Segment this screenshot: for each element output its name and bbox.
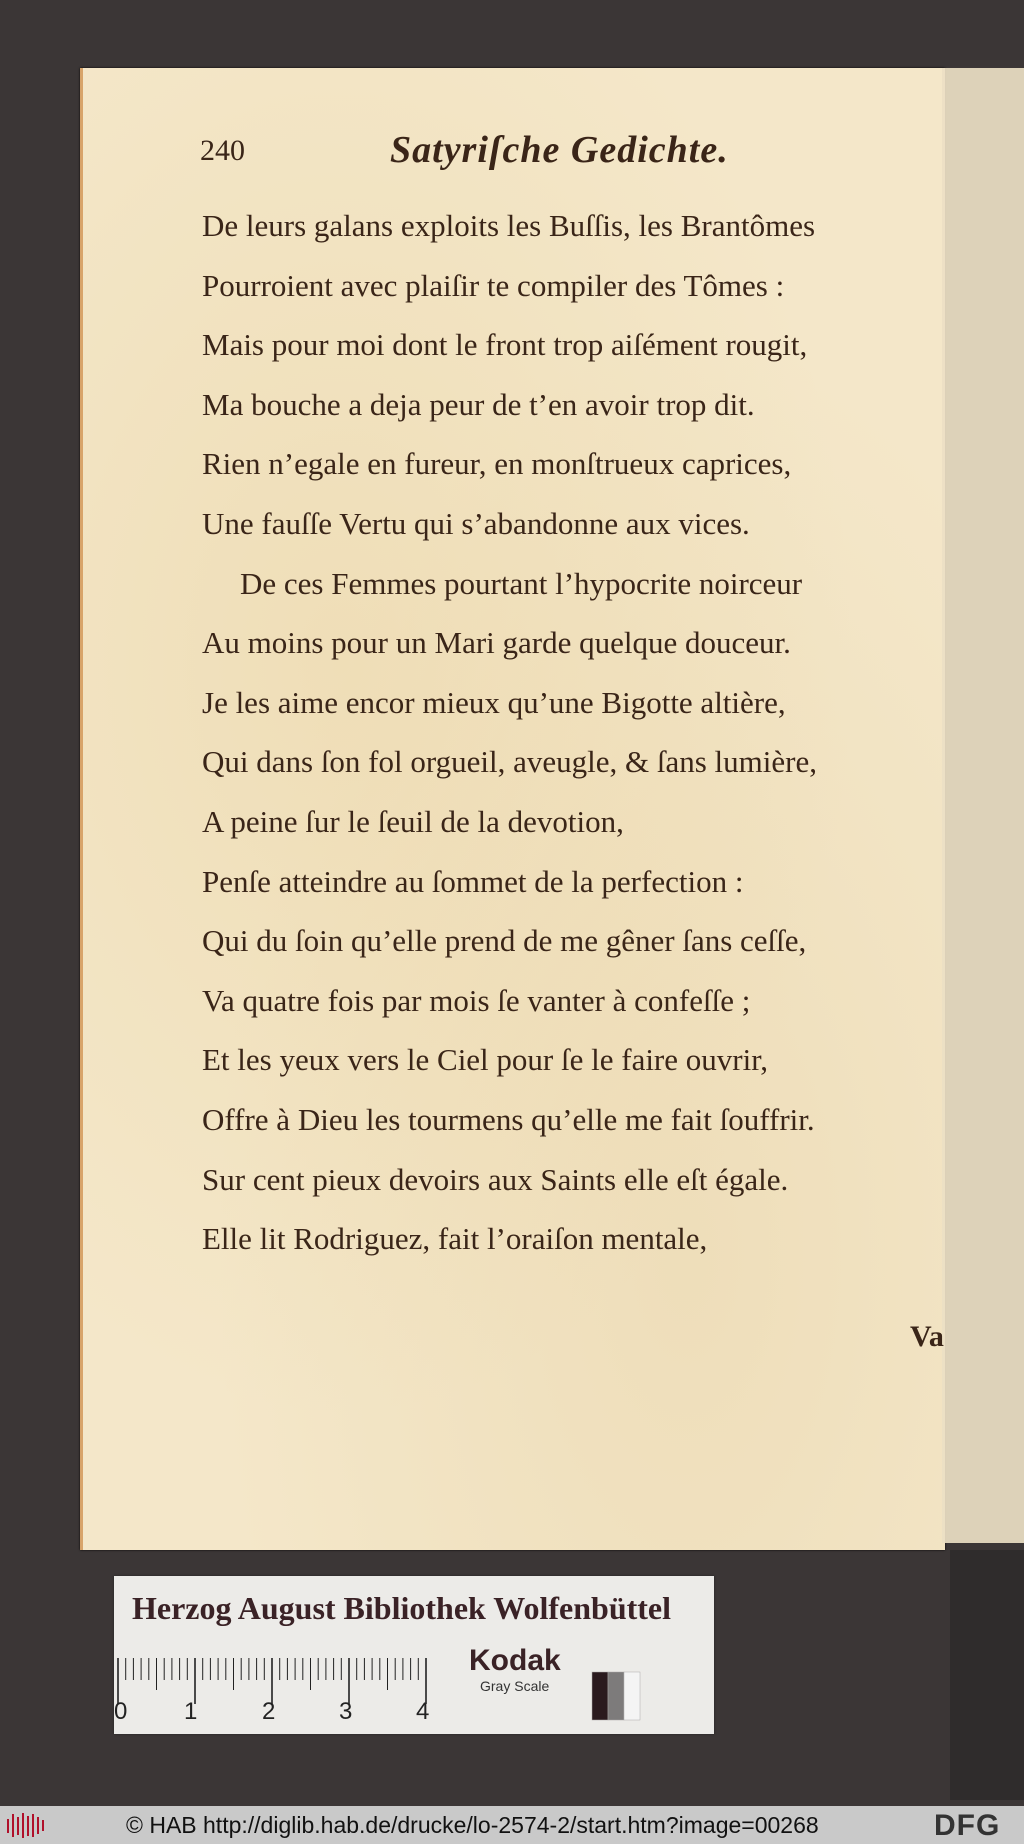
poem-line: De ces Femmes pourtant l’hypocrite noirceur [240, 565, 803, 601]
scale-number: 3 [339, 1698, 353, 1725]
running-title: Satyriſche Gedichte. [390, 129, 729, 171]
catchword: Va [910, 1320, 944, 1353]
poem-line: Qui du ſoin qu’elle prend de me gêner ſans ceſſe, [202, 923, 807, 959]
color-calibration-card [114, 1576, 714, 1734]
hab-logo-icon [4, 1811, 48, 1839]
poem-line: Va quatre fois par mois ſe vanter à confeſſe ; [202, 982, 751, 1018]
kodak-logo: Kodak [469, 1644, 561, 1677]
scale-number: 4 [416, 1698, 430, 1725]
scale-number: 0 [114, 1698, 128, 1725]
facing-page-edge [942, 68, 1024, 1543]
poem-line: Mais pour moi dont le front trop aiſément rougit, [202, 327, 808, 363]
poem-line: Une fauſſe Vertu qui s’abandonne aux vices. [202, 505, 750, 541]
poem-line: Ma bouche a deja peur de t’en avoir trop dit. [202, 386, 755, 422]
poem-line: Pourroient avec plaiſir te compiler des Tômes : [202, 267, 785, 303]
poem-line: Qui dans ſon fol orgueil, aveugle, & ſans lumière, [202, 744, 817, 780]
poem-line: Rien n’egale en fureur, en monſtrueux caprices, [202, 446, 792, 482]
copyright-link[interactable]: © HAB http://diglib.hab.de/drucke/lo-2574-2/start.htm?image=00268 [126, 1812, 819, 1838]
library-name: Herzog August Bibliothek Wolfenbüttel [132, 1590, 672, 1626]
footer-bar [0, 1806, 1024, 1844]
poem-line: Elle lit Rodriguez, fait l’oraiſon mentale, [202, 1221, 708, 1257]
gray-patch [608, 1672, 624, 1720]
poem-line: Sur cent pieux devoirs aux Saints elle eſt égale. [202, 1161, 789, 1197]
poem-line: De leurs galans exploits les Buſſis, les Brantômes [202, 208, 816, 243]
scale-number: 2 [262, 1698, 276, 1725]
facing-page-shadow [950, 1550, 1024, 1800]
poem-line: Au moins pour un Mari garde quelque douceur. [202, 625, 791, 661]
page-number: 240 [200, 134, 245, 167]
gray-scale-label: Gray Scale [480, 1678, 550, 1694]
dfg-logo: DFG [934, 1809, 1001, 1842]
scale-number: 1 [184, 1698, 198, 1725]
gray-patch [592, 1672, 608, 1720]
gray-patch [624, 1672, 640, 1720]
poem-line: Offre à Dieu les tourmens qu’elle me fait ſouffrir. [202, 1101, 815, 1137]
poem-line: Et les yeux vers le Ciel pour ſe le faire ouvrir, [202, 1042, 769, 1078]
poem-line: A peine ſur le ſeuil de la devotion, [202, 803, 624, 839]
ruler-icon [114, 1576, 714, 1734]
poem-text [202, 196, 817, 1269]
poem-line: Penſe atteindre au ſommet de la perfection : [202, 863, 744, 899]
poem-line: Je les aime encor mieux qu’une Bigotte altière, [202, 684, 786, 720]
